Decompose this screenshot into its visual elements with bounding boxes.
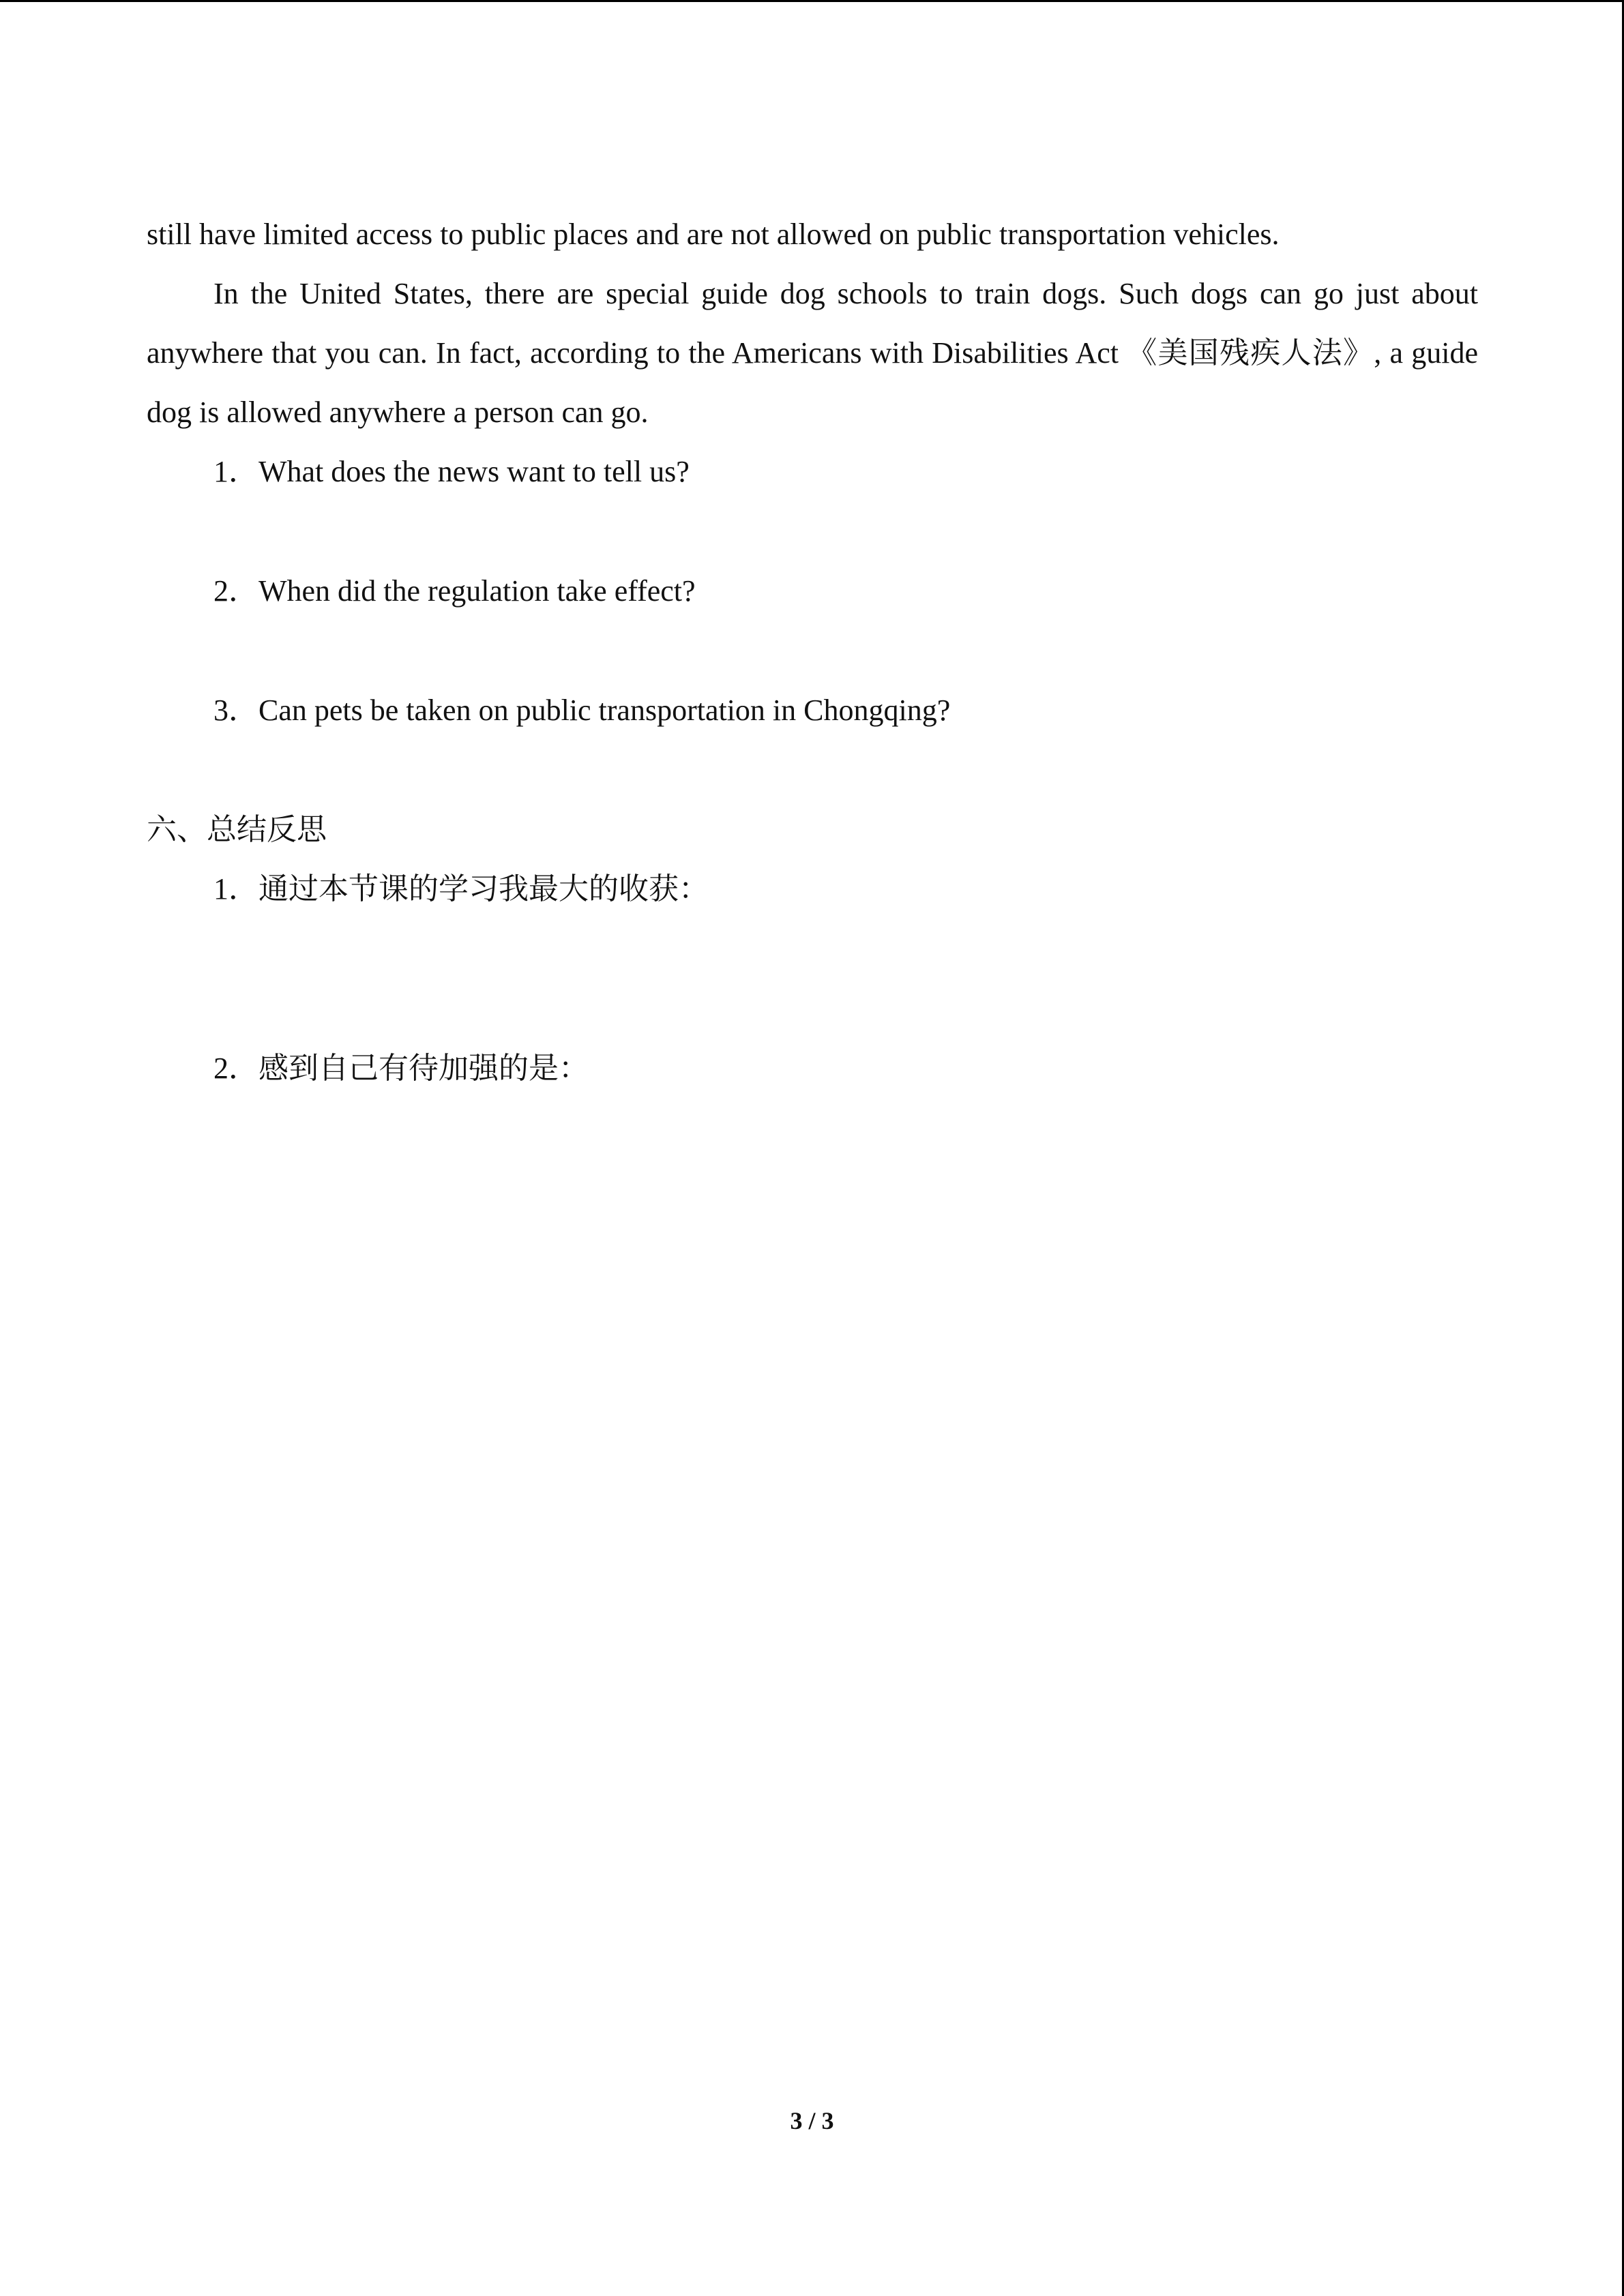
section-heading: 六、总结反思 xyxy=(147,813,327,846)
page-number: 3 / 3 xyxy=(790,2107,834,2134)
page-border-top xyxy=(0,0,1624,2)
question-3: 3．Can pets be taken on public transportation in Chongqing? xyxy=(213,694,951,727)
reflection-item-1: 1．通过本节课的学习我最大的收获： xyxy=(213,872,709,906)
document-body xyxy=(147,205,1478,1098)
question-1: 1．What does the news want to tell us? xyxy=(213,455,690,488)
guide-dog-paragraph: In the United States, there are special guide dog schools to train dogs. Such dogs can go just about anywhere that you can. In fact, according to the Americans with Disabilities Act 《美国残疾人法》, a guide dog is allowed anywhere a person can go. xyxy=(147,277,1478,429)
reflection-item-2: 2．感到自己有待加强的是： xyxy=(213,1052,589,1085)
continuation-line: still have limited access to public places and are not allowed on public transportation vehicles. xyxy=(147,218,1280,251)
question-2: 2．When did the regulation take effect? xyxy=(213,574,696,608)
